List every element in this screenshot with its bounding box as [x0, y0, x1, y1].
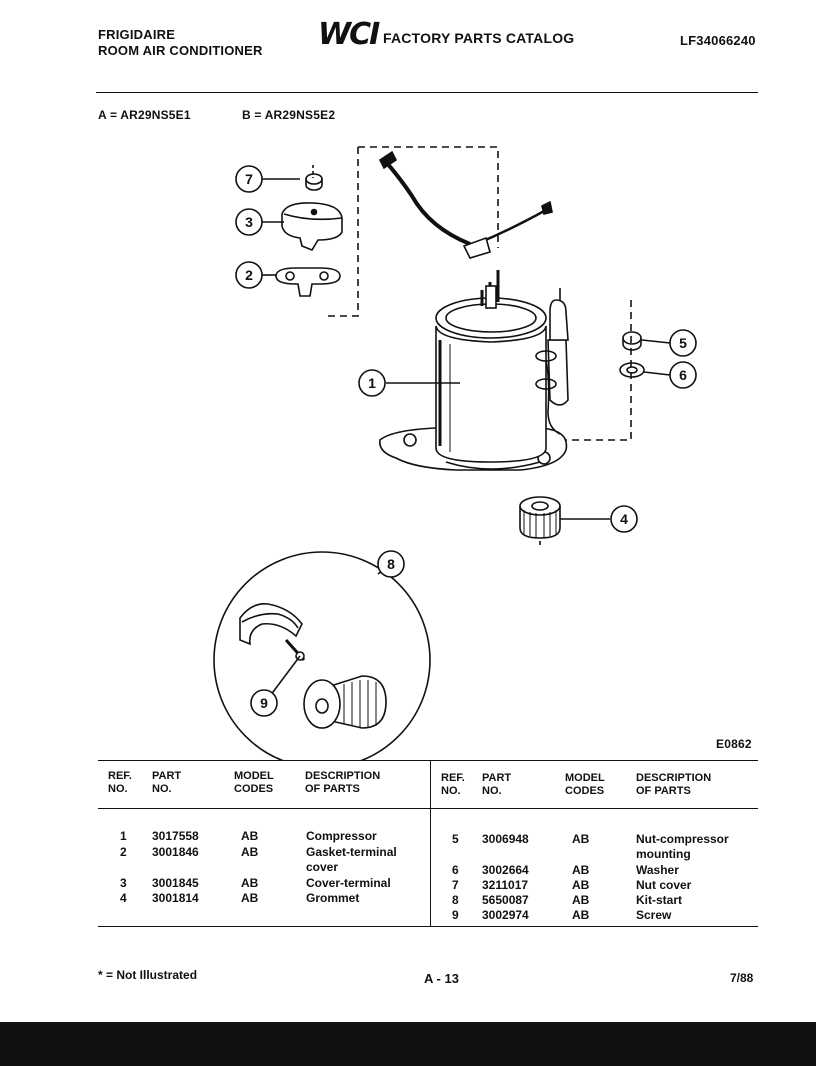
callout-9 [251, 690, 277, 716]
page-number: A - 13 [424, 971, 459, 986]
part-no: 3006948 [482, 832, 529, 846]
svg-text:4: 4 [620, 511, 628, 527]
description: Grommet [306, 891, 360, 905]
ref-no: 3 [120, 876, 127, 890]
part-no: 3211017 [482, 878, 529, 892]
model-codes: AB [572, 893, 590, 907]
part-no: 3001814 [152, 891, 199, 905]
svg-text:1: 1 [368, 375, 376, 391]
revision-date: 7/88 [730, 971, 754, 985]
description: Nut cover [636, 878, 692, 892]
callout-6 [670, 362, 696, 388]
ref-no: 4 [120, 891, 127, 905]
compressor-part [436, 326, 546, 462]
left-desc-header: DESCRIPTION OF PARTS [305, 770, 381, 795]
description: Nut-compressor mounting [636, 832, 729, 861]
clip-part [240, 604, 302, 644]
scan-border [0, 1022, 816, 1066]
part-no: 5650087 [482, 893, 529, 907]
gasket-part [276, 268, 340, 296]
svg-text:3: 3 [245, 214, 253, 230]
callout-8 [378, 551, 404, 577]
callout-2 [236, 262, 262, 288]
svg-text:8: 8 [387, 556, 395, 572]
model-codes: AB [572, 878, 590, 892]
svg-text:6: 6 [679, 367, 687, 383]
washer-part [620, 363, 644, 377]
model-codes: AB [572, 863, 590, 877]
table-bottom-rule [98, 926, 758, 927]
model-codes: AB [572, 908, 590, 922]
brand-line-1: FRIGIDAIRE [98, 27, 176, 42]
svg-text:5: 5 [679, 335, 687, 351]
model-codes: AB [241, 845, 259, 859]
catalog-title: FACTORY PARTS CATALOG [383, 30, 575, 46]
part-no: 3002664 [482, 863, 529, 877]
callout-5 [670, 330, 696, 356]
part-no: 3001846 [152, 845, 199, 859]
table-top-rule [98, 760, 758, 761]
svg-text:9: 9 [260, 695, 268, 711]
description: Compressor [306, 829, 377, 843]
part-no: 3002974 [482, 908, 529, 922]
description: Washer [636, 863, 679, 877]
model-codes: AB [241, 891, 259, 905]
ref-no: 7 [452, 878, 459, 892]
right-model-header: MODEL CODES [565, 772, 605, 797]
right-ref-header: REF. NO. [441, 772, 465, 797]
description: Cover-terminal [306, 876, 391, 890]
ref-no: 8 [452, 893, 459, 907]
callout-7 [236, 166, 262, 192]
right-part-header: PART NO. [482, 772, 512, 797]
svg-text:7: 7 [245, 171, 253, 187]
catalog-number: LF34066240 [680, 33, 756, 48]
nut-part [623, 332, 641, 344]
callout-3 [236, 209, 262, 235]
callout-1 [359, 370, 385, 396]
right-desc-header: DESCRIPTION OF PARTS [636, 772, 712, 797]
description: Screw [636, 908, 672, 922]
ref-no: 1 [120, 829, 127, 843]
table-divider [430, 760, 431, 926]
description: Gasket-terminal cover [306, 845, 397, 874]
dashed-leader-top [358, 147, 498, 248]
table-header-rule [98, 808, 758, 809]
ref-no: 5 [452, 832, 459, 846]
callout-4 [611, 506, 637, 532]
model-codes: AB [241, 876, 259, 890]
wci-logo: WCI [318, 17, 379, 52]
part-no: 3017558 [152, 829, 199, 843]
svg-text:2: 2 [245, 267, 253, 283]
diagram-code: E0862 [716, 737, 752, 751]
model-codes: AB [241, 829, 259, 843]
not-illustrated-note: * = Not Illustrated [98, 968, 198, 982]
nut-cover-part [306, 174, 322, 184]
description: Kit-start [636, 893, 683, 907]
left-part-header: PART NO. [152, 770, 182, 795]
ref-no: 2 [120, 845, 127, 859]
model-codes: AB [572, 832, 590, 846]
ref-no: 9 [452, 908, 459, 922]
model-a: A = AR29NS5E1 [98, 108, 191, 122]
model-b: B = AR29NS5E2 [242, 108, 336, 122]
ref-no: 6 [452, 863, 459, 877]
left-ref-header: REF. NO. [108, 770, 132, 795]
left-model-header: MODEL CODES [234, 770, 274, 795]
brand-line-2: ROOM AIR CONDITIONER [98, 43, 263, 58]
part-no: 3001845 [152, 876, 199, 890]
